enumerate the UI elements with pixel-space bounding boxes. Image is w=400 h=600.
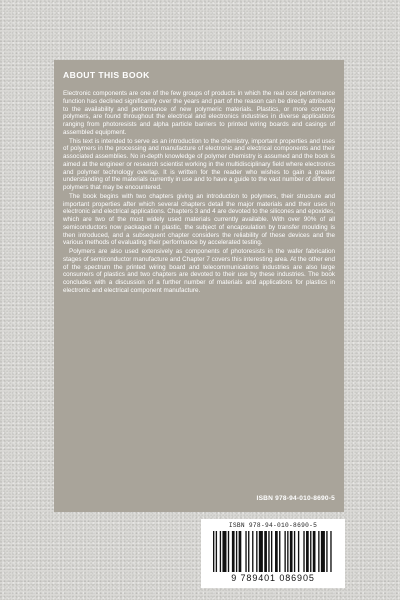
barcode-bars [211, 531, 335, 572]
about-paragraph-3: The book begins with two chapters giving an introduction to polymers, their structure and important properties after which several chapters detail the major materials and their uses in electronic and electrical applications. Chapters 3 and 4 are devoted to the silicones and epoxides, which are two of the most widely used materials currently available. With over 90% of all semiconductors now packaged in plastic, the subject of encapsulation by transfer moulding is then introduced, and a subsequent chapter considers the reliability of these devices and the various methods of evaluating their performance by accelerated testing. [63, 192, 335, 247]
barcode-bar [313, 531, 316, 572]
barcode-bar [271, 531, 272, 572]
barcode-bar [259, 531, 263, 572]
barcode-box [201, 519, 345, 588]
barcode-bar [239, 531, 242, 572]
barcode-bar [287, 531, 288, 572]
barcode-bar [245, 531, 246, 572]
barcode-bar [268, 531, 269, 572]
isbn-label: ISBN 978-94-010-8690-5 [256, 495, 335, 502]
barcode-bar [330, 531, 331, 572]
barcode-bar [284, 531, 285, 572]
barcode-bar [228, 531, 229, 572]
about-paragraph-4: Polymers are also used extensively as components of photoresists in the wafer fabrication stages of semiconductor manufacture and Chapter 7 covers this interesting area. At the other end of the spectrum the printed wiring board and telecommunications industries are also large consumers of plastics and two chapters are devoted to their use by these industries. The book concludes with a discussion of a further number of materials and applications for plastics in electronic and electrical component manufacture. [63, 248, 335, 294]
barcode-isbn-text: ISBN 978-94-010-8690-5 [228, 522, 318, 529]
barcode-bar [326, 531, 327, 572]
barcode-bar [279, 531, 280, 572]
barcode-bar [213, 531, 214, 572]
barcode-bar [275, 531, 278, 572]
barcode-bar [310, 531, 311, 572]
about-panel [54, 60, 344, 512]
barcode-bar [256, 531, 257, 572]
barcode-bar [290, 531, 293, 572]
barcode-bar [248, 531, 249, 572]
about-paragraph-1: Electronic components are one of the few groups of products in which the real cost performance function has declined significantly over the years and part of the reason can be directly attributed to the availability and performance of new polymeric materials. Plastics, or more correctly polymers, are found throughout the electrical and electronics industries in diverse applications ranging from photoresists and alpha particle barriers to printed wiring boards and casings of assembled equipment. [63, 90, 335, 136]
barcode-bar [264, 531, 267, 572]
about-paragraph-2: This text is intended to serve as an introduction to the chemistry, important properties and uses of polymers in the processing and manufacture of electronic and electrical components and their associated assemblies. No in-depth knowledge of polymer chemistry is assumed and the book is aimed at the engineer or research scientist working in the multidisciplinary field where electronics and polymer technology overlap. It is written for the reader who wishes to gain a greater understanding of the materials currently in use and to have a guide to the vast number of different polymers that may be encountered. [63, 137, 335, 191]
barcode-bar [321, 531, 325, 572]
barcode-bar [232, 531, 235, 572]
barcode-bar [222, 531, 226, 572]
barcode-bar [236, 531, 237, 572]
barcode-bar [294, 531, 295, 572]
about-heading: ABOUT THIS BOOK [63, 70, 150, 80]
barcode-bar [220, 531, 221, 572]
barcode-bar [306, 531, 309, 572]
barcode-bar [252, 531, 253, 572]
barcode-bar [303, 531, 304, 572]
barcode-bar [318, 531, 319, 572]
barcode-bar [216, 531, 217, 572]
barcode-bar [298, 531, 299, 572]
barcode-digits: 9 789401 086905 [231, 573, 315, 583]
